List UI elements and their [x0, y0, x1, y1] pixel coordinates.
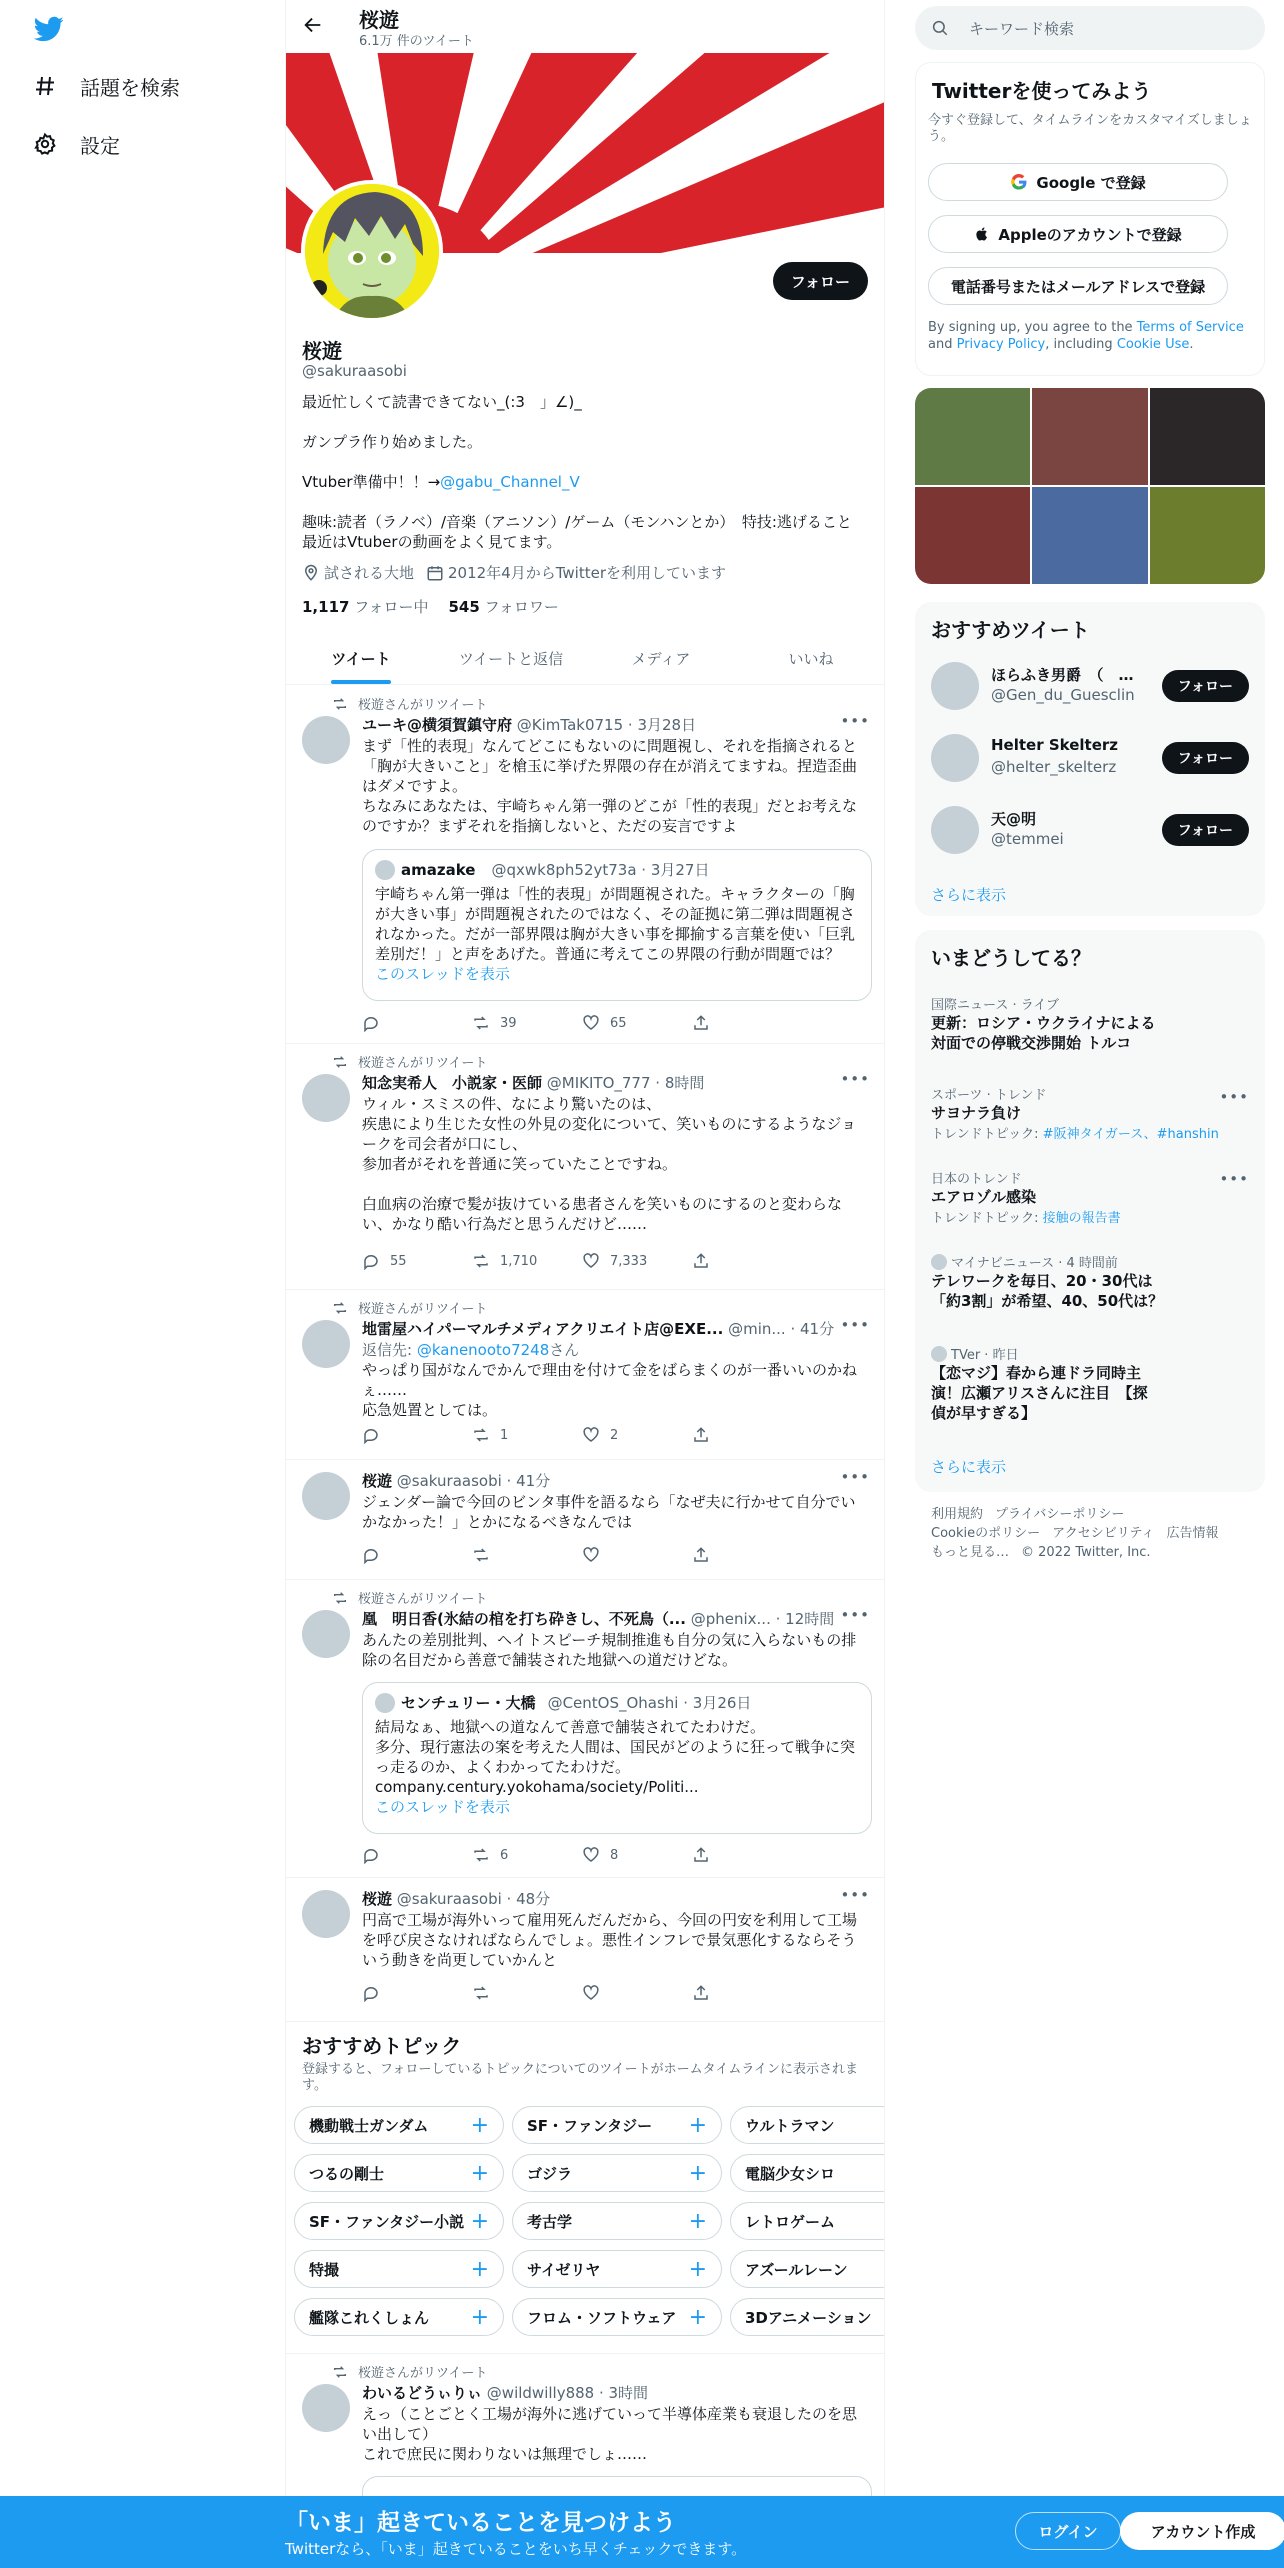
- footer-link[interactable]: プライバシーポリシー: [995, 1507, 1125, 1522]
- tweet-header: 地雷屋ハイパーマルチメディアクリエイト店@EXE... @min... · 41分: [362, 1320, 835, 1338]
- topic-chip[interactable]: 電脳少女シロ: [730, 2154, 885, 2192]
- show-thread-link[interactable]: このスレッドを表示: [375, 965, 510, 983]
- google-icon: [1010, 173, 1028, 191]
- plus-icon: +: [470, 2160, 489, 2186]
- plus-icon: +: [688, 2160, 707, 2186]
- topic-chip[interactable]: 考古学 +: [512, 2202, 722, 2240]
- retweet-icon: [332, 2364, 348, 2380]
- tweet-header: 桜遊 @sakuraasobi · 41分: [362, 1472, 551, 1490]
- apple-icon: [974, 225, 990, 243]
- share-button[interactable]: [692, 1426, 802, 1444]
- login-button[interactable]: ログイン: [1015, 2512, 1121, 2550]
- tweet-header: わいるどうぃりぃ @wildwilly888 · 3時間: [362, 2384, 649, 2402]
- heart-icon: [582, 1426, 600, 1444]
- trend-item[interactable]: マイナビニュース · 4 時間前 テレワークを毎日、20・30代は 「約3割」が希望、40、50代は？: [931, 1252, 1249, 1311]
- avatar[interactable]: [302, 1610, 350, 1658]
- reply-button[interactable]: [362, 1426, 472, 1444]
- like-button[interactable]: 7,333: [582, 1252, 692, 1270]
- share-button[interactable]: [692, 1546, 802, 1564]
- reply-icon: [362, 1546, 380, 1564]
- avatar[interactable]: [302, 1890, 350, 1938]
- bio-line: ガンプラ作り始めました。: [302, 433, 483, 451]
- plus-icon: +: [688, 2304, 707, 2330]
- search-icon: [931, 19, 949, 37]
- profile-joined: 2012年4月からTwitterを利用しています: [426, 562, 726, 583]
- tweet-actions: [362, 1426, 802, 1444]
- share-button[interactable]: [692, 1846, 802, 1864]
- signup-title: Twitterを使ってみよう: [932, 79, 1152, 103]
- retweet-context: 桜遊さんがリツイート: [332, 1298, 487, 1317]
- bio-line: 趣味:読者（ラノベ）/音楽（アニソン）/ゲーム（モンハンとか） 特技:逃げること: [302, 513, 852, 531]
- create-account-button[interactable]: アカウント作成: [1120, 2512, 1284, 2550]
- privacy-link[interactable]: Privacy Policy: [956, 337, 1046, 352]
- tweet-text: 円高で工場が海外いって雇用死んだんだから、今回の円安を利用して工場 を呼び戻さなければならんでしょ。悪性インフレで景気悪化するならそう いう動きを尚更していかんと: [362, 1911, 858, 1969]
- tweet[interactable]: [286, 1044, 885, 1290]
- tweet-actions: [362, 1984, 802, 2002]
- profile-media-grid: [915, 388, 1265, 584]
- suggested-user-handle: @helter_skelterz: [991, 758, 1117, 776]
- trend-item[interactable]: スポーツ · トレンド サヨナラ負け トレンドトピック: #阪神タイガース、#hanshin: [931, 1088, 1219, 1142]
- nav-settings-label: 設定: [80, 133, 120, 158]
- tweet-header: 桜遊 @sakuraasobi · 48分: [362, 1890, 551, 1908]
- tweet-header: 凰 明日香(氷結の棺を打ち砕きし、不死鳥（... @phenix... · 12時間: [362, 1610, 835, 1628]
- media-thumbnail[interactable]: [915, 388, 1030, 485]
- avatar[interactable]: [302, 2384, 350, 2432]
- bio-line: Vtuber準備中！！→@gabu_Channel_V: [302, 473, 580, 491]
- more-options-icon[interactable]: •••: [1219, 1170, 1249, 1188]
- avatar[interactable]: [302, 1320, 350, 1368]
- tweet-header: 知念実希人 小説家・医師 @MIKITO_777 · 8時間: [362, 1074, 705, 1092]
- plus-icon: +: [688, 2112, 707, 2138]
- more-options-icon[interactable]: •••: [840, 712, 870, 730]
- following-link[interactable]: 1,117 フォロー中: [302, 598, 429, 616]
- avatar[interactable]: [302, 716, 350, 764]
- plus-icon: +: [688, 2208, 707, 2234]
- tab-likes[interactable]: いいね: [788, 649, 834, 668]
- header-title: 桜遊: [359, 8, 399, 32]
- more-options-icon[interactable]: •••: [1219, 1088, 1249, 1106]
- retweet-context: 桜遊さんがリツイート: [332, 694, 487, 713]
- suggested-user-handle: @temmei: [991, 830, 1064, 848]
- topic-chip[interactable]: アズールレーン: [730, 2250, 885, 2288]
- like-button[interactable]: 8: [582, 1846, 692, 1864]
- follow-button[interactable]: フォロー: [1162, 742, 1249, 774]
- who-to-follow-card: [915, 602, 1265, 916]
- topic-chip[interactable]: SF・ファンタジー +: [512, 2106, 722, 2144]
- more-options-icon[interactable]: •••: [840, 1316, 870, 1334]
- media-thumbnail[interactable]: [1150, 388, 1265, 485]
- signup-terms: By signing up, you agree to the Terms of Service and Privacy Policy, including Cookie Use.: [928, 320, 1244, 352]
- back-arrow-icon[interactable]: [302, 14, 328, 40]
- retweet-icon: [472, 1426, 490, 1444]
- footer-link[interactable]: 利用規約: [931, 1507, 984, 1522]
- profile-name: 桜遊: [302, 339, 342, 363]
- profile-handle: @sakuraasobi: [302, 362, 407, 380]
- avatar[interactable]: [302, 1074, 350, 1122]
- reply-to: 返信先: @kanenooto7248さん: [362, 1341, 580, 1359]
- retweet-button[interactable]: 6: [472, 1846, 582, 1864]
- quote-tweet[interactable]: amazake @qxwk8ph52yt73a · 3月27日 宇崎ちゃん第一弾は「性的表現」が問題視された。キャラクターの「胸 が大きい事」が問題視されたのではなく、その証拠に第二弾は問題視さ れなかった。だが一部界隈は胸が大きい事を揶揄する言葉を使い「巨乳 差別だ！」と声をあげた。普通に考えてこの界隈の行動が問題では？ このスレッドを表示: [362, 849, 872, 1001]
- trend-item[interactable]: 国際ニュース · ライブ 更新：ロシア・ウクライナによる 対面での停戦交渉開始 トルコ: [931, 998, 1156, 1052]
- profile-bio: [302, 392, 872, 552]
- suggested-user-name[interactable]: 天@明: [991, 810, 1037, 828]
- bio-line: 最近はVtuberの動画をよく見てます。: [302, 533, 562, 551]
- tab-tweets-replies[interactable]: ツイートと返信: [458, 649, 564, 668]
- reply-icon: [362, 1846, 380, 1864]
- share-icon: [692, 1252, 710, 1270]
- suggested-user-handle: @Gen_du_Guesclin: [991, 686, 1135, 704]
- like-button[interactable]: 65: [582, 1014, 692, 1032]
- bio-channel-link[interactable]: @gabu_Channel_V: [440, 473, 580, 491]
- apple-signup-button[interactable]: Appleのアカウントで登録: [928, 215, 1228, 253]
- prompt-subtitle: Twitterなら、「いま」起きていることをいち早くチェックできます。: [285, 2540, 747, 2558]
- retweet-context: 桜遊さんがリツイート: [332, 1052, 487, 1071]
- profile-avatar[interactable]: [301, 180, 443, 322]
- topic-chip[interactable]: ウルトラマン: [730, 2106, 885, 2144]
- trends-title: いまどうしてる？: [931, 946, 1091, 970]
- heart-icon: [582, 1014, 600, 1032]
- like-button[interactable]: [582, 1984, 692, 2002]
- retweet-button[interactable]: [472, 1984, 582, 2002]
- reply-button[interactable]: [362, 1984, 472, 2002]
- followers-link[interactable]: 545 フォロワー: [448, 598, 559, 616]
- plus-icon: +: [470, 2256, 489, 2282]
- retweet-icon: [332, 1054, 348, 1070]
- footer-link[interactable]: もっと見る…: [931, 1545, 1010, 1560]
- topic-chip[interactable]: 3Dアニメーション: [730, 2298, 885, 2336]
- profile-location: 試される大地: [302, 562, 414, 583]
- calendar-icon: [426, 564, 444, 582]
- nav-settings[interactable]: [32, 124, 120, 164]
- gear-icon: [32, 131, 58, 157]
- reply-icon: [362, 1984, 380, 2002]
- media-thumbnail[interactable]: [1032, 388, 1147, 485]
- media-thumbnail[interactable]: [1032, 487, 1147, 584]
- retweet-icon: [332, 1300, 348, 1316]
- retweet-icon: [332, 696, 348, 712]
- retweet-icon: [472, 1984, 490, 2002]
- terms-link[interactable]: Terms of Service: [1136, 320, 1244, 335]
- share-icon: [692, 1846, 710, 1864]
- plus-icon: +: [470, 2112, 489, 2138]
- topic-chip[interactable]: サイゼリヤ +: [512, 2250, 722, 2288]
- profile-tabs: [286, 632, 885, 685]
- more-options-icon[interactable]: •••: [840, 1886, 870, 1904]
- show-more-link[interactable]: さらに表示: [931, 1458, 1007, 1476]
- phone-email-signup-button[interactable]: 電話番号またはメールアドレスで登録: [928, 267, 1228, 305]
- tab-media[interactable]: メディア: [631, 649, 691, 668]
- tweet[interactable]: [286, 1290, 885, 1460]
- tweet-actions: [362, 1252, 802, 1270]
- left-navigation: [0, 0, 285, 2568]
- heart-icon: [582, 1252, 600, 1270]
- reply-icon: [362, 1426, 380, 1444]
- nav-explore[interactable]: [32, 66, 180, 106]
- show-more-link[interactable]: さらに表示: [931, 886, 1007, 904]
- topic-chip[interactable]: レトロゲーム: [730, 2202, 885, 2240]
- avatar: [931, 1346, 947, 1362]
- avatar: [375, 1693, 395, 1713]
- media-thumbnail[interactable]: [1150, 487, 1265, 584]
- avatar: [931, 1254, 947, 1270]
- retweet-context: 桜遊さんがリツイート: [332, 1588, 487, 1607]
- share-icon: [692, 1984, 710, 2002]
- profile-timeline: [285, 0, 885, 2568]
- avatar[interactable]: [931, 662, 979, 710]
- nav-explore-label: 話題を検索: [80, 75, 180, 100]
- prompt-title: 「いま」起きていることを見つけよう: [285, 2510, 676, 2536]
- share-icon: [692, 1546, 710, 1564]
- copyright: © 2022 Twitter, Inc.: [1021, 1545, 1151, 1560]
- avatar[interactable]: [931, 806, 979, 854]
- retweet-button[interactable]: 1: [472, 1426, 582, 1444]
- retweet-icon: [472, 1846, 490, 1864]
- retweet-icon: [472, 1252, 490, 1270]
- bio-line: 最近忙しくて読書できてない_(:3 」∠)_: [302, 393, 582, 411]
- reply-icon: [362, 1252, 380, 1270]
- tab-tweets[interactable]: ツイート: [286, 632, 436, 684]
- like-button[interactable]: 2: [582, 1426, 692, 1444]
- avatar[interactable]: [931, 734, 979, 782]
- share-icon: [692, 1426, 710, 1444]
- more-options-icon[interactable]: •••: [840, 1070, 870, 1088]
- quote-tweet[interactable]: センチュリー・大橋 @CentOS_Ohashi · 3月26日 結局なぁ、地獄への道なんて善意で舗装されてたわけだ。 多分、現行憲法の案を考えた人間は、国民がどのように狂って戦争に突 っ走るのか、よくわかってたわけだ。 company.century.yokohama/society/Politi... このスレッドを表示: [362, 1682, 872, 1834]
- topic-chip[interactable]: 機動戦士ガンダム +: [294, 2106, 504, 2144]
- share-button[interactable]: [692, 1252, 802, 1270]
- tweet-actions: [362, 1014, 802, 1032]
- tweet[interactable]: [286, 1580, 885, 1878]
- reply-icon: [362, 1014, 380, 1032]
- retweet-icon: [472, 1014, 490, 1032]
- topic-chip[interactable]: 艦隊これくしょん +: [294, 2298, 504, 2336]
- cookie-link[interactable]: Cookie Use: [1116, 337, 1190, 352]
- suggested-user-name[interactable]: Helter Skelterz: [991, 736, 1118, 754]
- topic-chip[interactable]: つるの剛士 +: [294, 2154, 504, 2192]
- twitter-logo-icon[interactable]: [32, 14, 66, 44]
- tweet-actions: [362, 1846, 802, 1864]
- share-button[interactable]: [692, 1014, 802, 1032]
- trend-item[interactable]: TVer · 昨日 【恋マジ】春から連ドラ同時主 演！広瀬アリスさんに注目 【探 偵が早すぎる】: [931, 1344, 1249, 1423]
- profile-meta: [302, 562, 726, 583]
- recommended-topics: [286, 2022, 885, 2354]
- more-options-icon[interactable]: •••: [840, 1468, 870, 1486]
- share-icon: [692, 1014, 710, 1032]
- tweet[interactable]: [286, 1878, 885, 2022]
- tweet[interactable]: [286, 2354, 885, 2514]
- follow-button[interactable]: フォロー: [773, 262, 868, 300]
- retweet-button[interactable]: 39: [472, 1014, 582, 1032]
- reply-button[interactable]: [362, 1014, 472, 1032]
- signup-subtitle: 今すぐ登録して、タイムラインをカスタマイズしましょう。: [928, 113, 1252, 144]
- tweet[interactable]: [286, 1460, 885, 1580]
- profile-header-bar: [286, 0, 885, 53]
- tweet-text: ジェンダー論で今回のビンタ事件を語るなら「なぜ夫に行かせて自分でい かなかった！」とかになるべきなんでは: [362, 1493, 856, 1531]
- right-sidebar: [915, 0, 1265, 2568]
- signup-card: [915, 62, 1265, 376]
- retweet-context: 桜遊さんがリツイート: [332, 2362, 487, 2381]
- signup-prompt-bar: [0, 2496, 1284, 2568]
- search-input[interactable]: キーワード検索: [969, 19, 1075, 38]
- footer-link[interactable]: Cookieのポリシー: [931, 1526, 1041, 1541]
- plus-icon: +: [688, 2256, 707, 2282]
- like-button[interactable]: [582, 1546, 692, 1564]
- heart-icon: [582, 1546, 600, 1564]
- retweet-icon: [472, 1546, 490, 1564]
- tweet-text: えっ（ことごとく工場が海外に逃げていって半導体産業も衰退したのを思 い出して） これで庶民に関わりないは無理でしょ……: [362, 2405, 858, 2463]
- avatar: [375, 860, 395, 880]
- show-thread-link[interactable]: このスレッドを表示: [375, 1798, 510, 1816]
- topic-chip[interactable]: フロム・ソフトウェア +: [512, 2298, 722, 2336]
- footer-links: [931, 1505, 1251, 1562]
- follow-button[interactable]: フォロー: [1162, 814, 1249, 846]
- tweet-text: まず「性的表現」なんてどこにもないのに問題視し、それを指摘されると 「胸が大きいこと」を槍玉に挙げた界隈の存在が消えてますね。捏造歪曲 はダメですよ。 ちなみにあなたは、宇崎ちゃん第一弾のどこが「性的表現」だとお考えな のですか？まずそれを指摘しないと、ただの妄言ですよ: [362, 737, 858, 835]
- retweet-icon: [332, 1590, 348, 1606]
- avatar[interactable]: [302, 1472, 350, 1520]
- tweet-text: あんたの差別批判、ヘイトスピーチ規制推進も自分の気に入らないもの排 除の名目だから善意で舗装された地獄への道だけどな。: [362, 1631, 857, 1669]
- reply-button[interactable]: 55: [362, 1252, 472, 1270]
- footer-link[interactable]: アクセシビリティ: [1052, 1526, 1155, 1541]
- plus-icon: +: [470, 2304, 489, 2330]
- tweet-text: ウィル・スミスの件、なにより驚いたのは、 疾患により生じた女性の外見の変化について、笑いものにするようなジョ ークを司会者が口にし、 参加者がそれを普通に笑っていたことですね。 白血病の治療で髪が抜けている患者さんを笑いものにするのと変わらな い、かなり酷い行為だと思うんだけど……: [362, 1095, 857, 1233]
- header-tweet-count: 6.1万 件のツイート: [359, 34, 474, 49]
- topics-subtitle: 登録すると、フォローしているトピックについてのツイートがホームタイムラインに表示されます。: [302, 2062, 859, 2093]
- tweet-header: ユーキ@横須賀鎮守府 @KimTak0715 · 3月28日: [362, 716, 697, 734]
- follow-button[interactable]: フォロー: [1162, 670, 1249, 702]
- tweet-text: 返信先: @kanenooto7248さん やっぱり国がなんでかんで理由を付けて金をばらまくのが一番いいのかね ぇ…… 応急処置としては。: [362, 1340, 872, 1420]
- search-box[interactable]: [915, 6, 1265, 50]
- footer-link[interactable]: 広告情報: [1166, 1526, 1219, 1541]
- trends-card: [915, 930, 1265, 1492]
- heart-icon: [582, 1984, 600, 2002]
- topic-chip[interactable]: 特撮 +: [294, 2250, 504, 2288]
- media-thumbnail[interactable]: [915, 487, 1030, 584]
- topic-chip[interactable]: ゴジラ +: [512, 2154, 722, 2192]
- reply-button[interactable]: [362, 1546, 472, 1564]
- tweet-actions: [362, 1546, 802, 1564]
- topics-title: おすすめトピック: [302, 2034, 462, 2058]
- heart-icon: [582, 1846, 600, 1864]
- more-options-icon[interactable]: •••: [840, 1606, 870, 1624]
- retweet-button[interactable]: 1,710: [472, 1252, 582, 1270]
- reply-button[interactable]: [362, 1846, 472, 1864]
- tweet[interactable]: [286, 686, 885, 1044]
- trend-item[interactable]: 日本のトレンド エアロゾル感染 トレンドトピック: 接触の報告書: [931, 1172, 1121, 1226]
- google-signup-button[interactable]: Google で登録: [928, 163, 1228, 201]
- hashtag-icon: [32, 73, 58, 99]
- who-to-follow-title: おすすめツイート: [931, 618, 1090, 642]
- share-button[interactable]: [692, 1984, 802, 2002]
- location-pin-icon: [302, 564, 320, 582]
- suggested-user-name[interactable]: ほらふき男爵 （ …: [991, 666, 1134, 684]
- topic-chip[interactable]: SF・ファンタジー小説 +: [294, 2202, 504, 2240]
- plus-icon: +: [470, 2208, 489, 2234]
- retweet-button[interactable]: [472, 1546, 582, 1564]
- follow-stats: [302, 596, 559, 617]
- reply-to-link[interactable]: @kanenooto7248: [416, 1341, 550, 1359]
